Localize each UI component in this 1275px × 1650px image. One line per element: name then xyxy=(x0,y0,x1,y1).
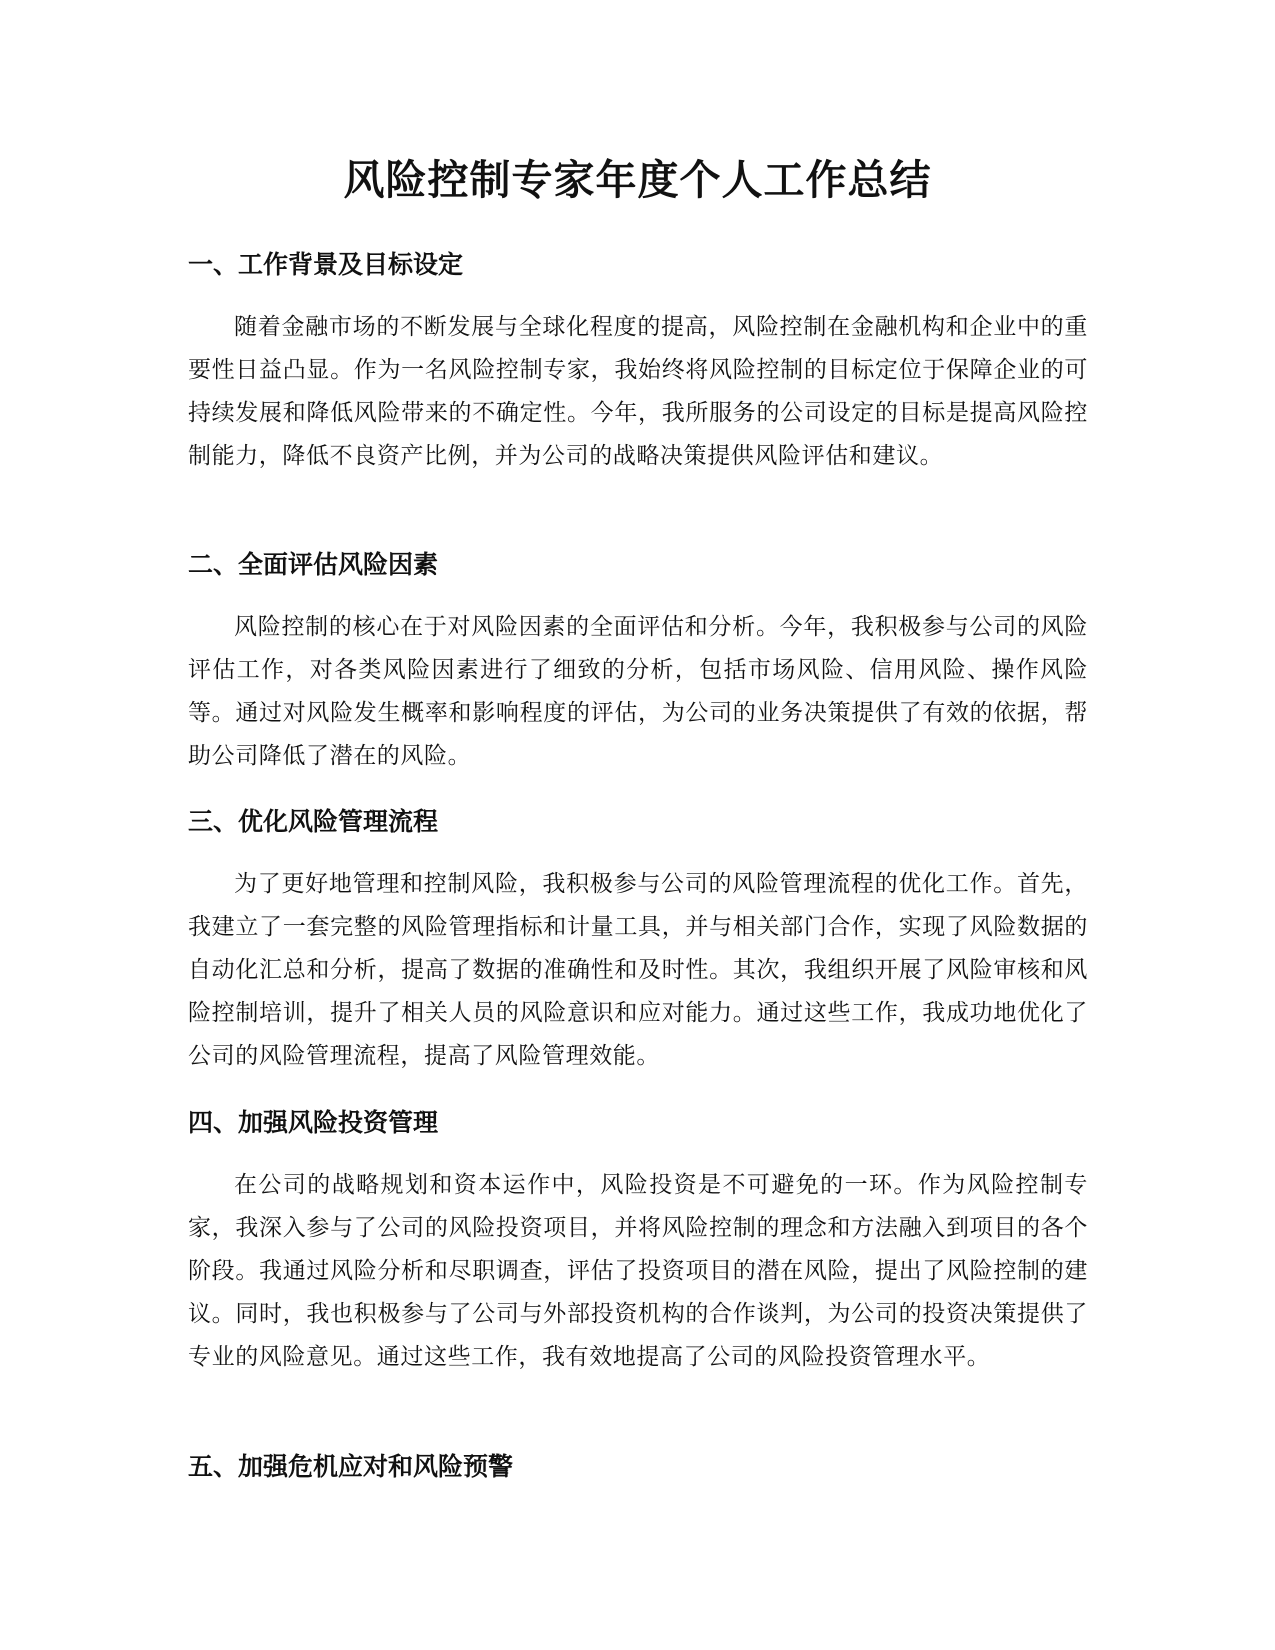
section-process-optimization xyxy=(188,803,1088,1078)
section-investment-management xyxy=(188,1104,1088,1379)
section-heading: 四、加强风险投资管理 xyxy=(188,1108,439,1137)
section-heading: 三、优化风险管理流程 xyxy=(188,807,439,836)
section-paragraph: 随着金融市场的不断发展与全球化程度的提高，风险控制在金融机构和企业中的重要性日益凸显。作为一名风险控制专家，我始终将风险控制的目标定位于保障企业的可持续发展和降低风险带来的不确定性。今年，我所服务的公司设定的目标是提高风险控制能力，降低不良资产比例，并为公司的战略决策提供风险评估和建议。 xyxy=(188,314,1088,469)
document-title: 风险控制专家年度个人工作总结 xyxy=(343,156,932,204)
section-paragraph: 在公司的战略规划和资本运作中，风险投资是不可避免的一环。作为风险控制专家，我深入参与了公司的风险投资项目，并将风险控制的理念和方法融入到项目的各个阶段。我通过风险分析和尽职调查，评估了投资项目的潜在风险，提出了风险控制的建议。同时，我也积极参与了公司与外部投资机构的合作谈判，为公司的投资决策提供了专业的风险意见。通过这些工作，我有效地提高了公司的风险投资管理水平。 xyxy=(188,1172,1088,1370)
section-paragraph: 风险控制的核心在于对风险因素的全面评估和分析。今年，我积极参与公司的风险评估工作，对各类风险因素进行了细致的分析，包括市场风险、信用风险、操作风险等。通过对风险发生概率和影响程度的评估，为公司的业务决策提供了有效的依据，帮助公司降低了潜在的风险。 xyxy=(188,614,1088,769)
section-heading: 二、全面评估风险因素 xyxy=(188,550,439,579)
section-heading: 五、加强危机应对和风险预警 xyxy=(188,1452,514,1481)
section-risk-assessment xyxy=(188,546,1088,778)
section-work-background xyxy=(188,246,1088,478)
section-paragraph: 为了更好地管理和控制风险，我积极参与公司的风险管理流程的优化工作。首先，我建立了一套完整的风险管理指标和计量工具，并与相关部门合作，实现了风险数据的自动化汇总和分析，提高了数据的准确性和及时性。其次，我组织开展了风险审核和风险控制培训，提升了相关人员的风险意识和应对能力。通过这些工作，我成功地优化了公司的风险管理流程，提高了风险管理效能。 xyxy=(188,871,1088,1069)
section-heading: 一、工作背景及目标设定 xyxy=(188,250,464,279)
section-crisis-response xyxy=(188,1448,1088,1486)
